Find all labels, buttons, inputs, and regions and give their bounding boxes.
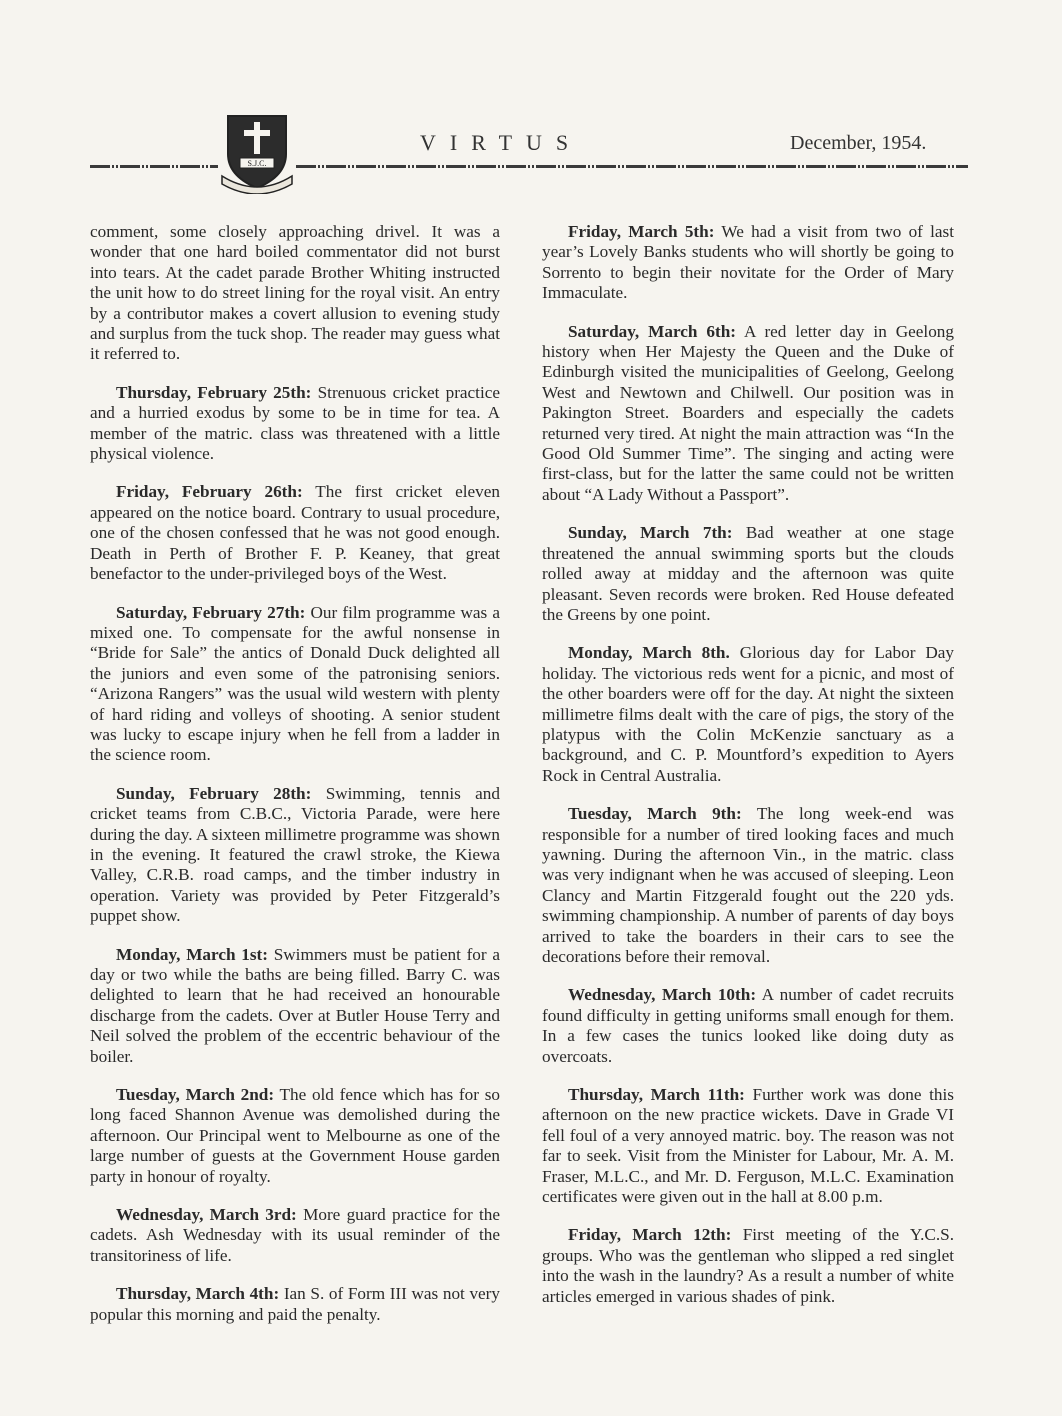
entry-paragraph (542, 985, 954, 1067)
entry-paragraph (90, 784, 500, 927)
left-column (90, 222, 500, 1343)
diary-entry (90, 1284, 500, 1325)
entry-text: Bad weather at one stage threatened the annual swimming sports but the clouds rolled away at midday and the afternoon was quite pleasant. Seven records were broken. Red House defeated the Greens by one point. (542, 523, 954, 624)
diary-entry (542, 523, 954, 625)
entry-paragraph (542, 1085, 954, 1207)
entry-date: Monday, March 1st: (116, 944, 268, 964)
entry-date: Friday, March 5th: (568, 222, 715, 241)
entry-date: Wednesday, March 3rd: (116, 1205, 297, 1225)
diary-entry (542, 985, 954, 1067)
entry-date: Sunday, February 28th: (116, 783, 312, 803)
diary-entry (542, 322, 954, 506)
entry-date: Monday, March 8th. (568, 643, 730, 663)
entry-paragraph (542, 322, 954, 506)
entry-paragraph (542, 1225, 954, 1307)
entry-paragraph (90, 222, 500, 365)
diary-entry (542, 804, 954, 967)
entry-text: We had a visit from two of last year’s Lovely Banks students who will shortly be going to Sorrento to begin their novitate for the Order of Mary Immaculate. (542, 222, 955, 303)
entry-text: Swimmers must be patient for a day or two while the baths are being filled. Barry C. was delighted to learn that he had received an honourable discharge from the cadets. Over at Butler House Terry and Neil solved the problem of the eccentric behaviour of the boiler. (90, 944, 500, 1066)
right-column (542, 222, 954, 1325)
school-crest-icon (218, 110, 296, 194)
entry-text: The long week-end was responsible for a number of tired looking faces and much yawning. During the afternoon Vin., in the matric. class was very indignant when he was accused of sleeping. Leon Clancy and Martin Fitzgerald fought out the 220 yds. swimming championship. A number of parents of day boys arrived to take the boarders in their cars to see the decorations before their removal. (542, 804, 954, 966)
diary-entry (90, 222, 500, 365)
entry-paragraph (542, 222, 954, 304)
diary-entry (542, 222, 954, 304)
entry-date: Saturday, February 27th: (116, 602, 306, 622)
entry-text: Ian S. of Form III was not very popular this morning and paid the penalty. (90, 1284, 500, 1324)
entry-paragraph (90, 1284, 500, 1325)
entry-text: The old fence which has for so long faced Shannon Avenue was demolished during the afternoon. Our Principal went to Melbourne as one of the large number of guests at the Government House garden party in honour of royalty. (90, 1085, 500, 1186)
diary-entry (90, 383, 500, 465)
entry-date: Tuesday, March 9th: (568, 804, 742, 824)
entry-text: Swimming, tennis and cricket teams from C.B.C., Victoria Parade, were here during the day. A sixteen millimetre programme was shown in the evening. It featured the crawl stroke, the Kiewa Valley, C.R.B. road camps, and the timber industry in operation. Variety was provided by Peter Fitzgerald’s puppet show. (90, 783, 500, 926)
entry-date: Tuesday, March 2nd: (116, 1085, 275, 1105)
entry-paragraph (90, 945, 500, 1067)
header-rule-left (90, 165, 218, 168)
entry-text: Strenuous cricket practice and a hurried exodus by some to be in time for tea. A member of the matric. class was threatened with a little physical violence. (90, 382, 500, 464)
diary-entry (90, 1205, 500, 1266)
entry-date: Thursday, March 11th: (568, 1085, 745, 1105)
entry-text: Further work was done this afternoon on the new practice wickets. Dave in Grade VI fell foul of a very annoyed matric. boy. The reason was not far to seek. Visit from the Minister for Labour, Mr. A. M. Fraser, M.L.C., and Mr. D. Ferguson, M.L.C. Examination certificates were given out in the hall at 8.00 p.m. (542, 1085, 954, 1207)
diary-entry (542, 1225, 954, 1307)
entry-date: Wednesday, March 10th: (568, 985, 757, 1005)
entry-date: Friday, March 12th: (568, 1225, 732, 1245)
diary-entry (542, 1085, 954, 1207)
diary-entry (90, 784, 500, 927)
entry-date: Thursday, March 4th: (116, 1284, 280, 1304)
entry-text: The first cricket eleven appeared on the notice board. Contrary to usual procedure, one of the chosen confessed that he was not good enough. Death in Perth of Brother F. P. Keaney, that great benefactor to the under-privileged boys of the West. (90, 482, 500, 584)
entry-date: Saturday, March 6th: (568, 321, 737, 341)
diary-entry (90, 945, 500, 1067)
entry-date: Friday, February 26th: (116, 482, 303, 502)
entry-paragraph (90, 1085, 500, 1187)
entry-text: Glorious day for Labor Day holiday. The victorious reds went for a picnic, and most of the other boarders were off for the day. At night the sixteen millimetre films dealt with the care of pigs, the story of the platypus with the Colin McKenzie sanctuary as a background, and C. P. Mountford’s expedition to Ayers Rock in Central Australia. (542, 643, 954, 785)
entry-text: First meeting of the Y.C.S. groups. Who was the gentleman who slipped a red singlet into the wash in the laundry? As a result a number of white articles emerged in various shades of pink. (542, 1225, 955, 1306)
crest-text: S.J.C. (247, 159, 267, 168)
diary-entry (542, 643, 954, 786)
diary-entry (90, 1085, 500, 1187)
entry-text: A red letter day in Geelong history when Her Majesty the Queen and the Duke of Edinburgh visited the municipalities of Geelong, Geelong West and Newtown and Chilwell. Our position was in Pakington Street. Boarders and especially the cadets returned very tired. At night the main attraction was “In the Good Old Summer Time”. The singing and acting were first-class, but for the latter the same could not be written about “A Lady Without a Passport”. (542, 321, 954, 504)
header-rule-right (296, 165, 968, 168)
entry-paragraph (90, 1205, 500, 1266)
entry-text: Our film programme was a mixed one. To compensate for the awful nonsense in “Bride for Sale” the antics of Donald Duck delighted all the juniors and even some of the patronising seniors. “Arizona Rangers” was the usual wild western with plenty of hard riding and volleys of shooting. A senior student was lucky to escape injury when he fell from a ladder in the science room. (90, 602, 500, 765)
entry-text: comment, some closely approaching drivel. It was a wonder that one hard boiled commentator did not burst into tears. At the cadet parade Brother Whiting instructed the unit how to do street lining for the royal visit. An entry by a contributor makes a covert allusion to evening study and surplus from the tuck shop. The reader may guess what it referred to. (90, 222, 500, 364)
entry-paragraph (90, 482, 500, 584)
entry-text: More guard practice for the cadets. Ash Wednesday with its usual reminder of the transitoriness of life. (90, 1205, 500, 1265)
diary-entry (90, 603, 500, 766)
entry-paragraph (542, 804, 954, 967)
entry-paragraph (542, 643, 954, 786)
entry-paragraph (90, 383, 500, 465)
entry-date: Thursday, February 25th: (116, 382, 312, 402)
issue-date: December, 1954. (790, 132, 927, 154)
page-title: VIRTUS (420, 130, 583, 155)
diary-entry (90, 482, 500, 584)
entry-text: A number of cadet recruits found difficulty in getting uniforms small enough for them. In a few cases the tunics looked like doing duty as overcoats. (542, 985, 954, 1066)
page-header (0, 110, 1062, 200)
entry-paragraph (90, 603, 500, 766)
entry-date: Sunday, March 7th: (568, 523, 733, 543)
entry-paragraph (542, 523, 954, 625)
